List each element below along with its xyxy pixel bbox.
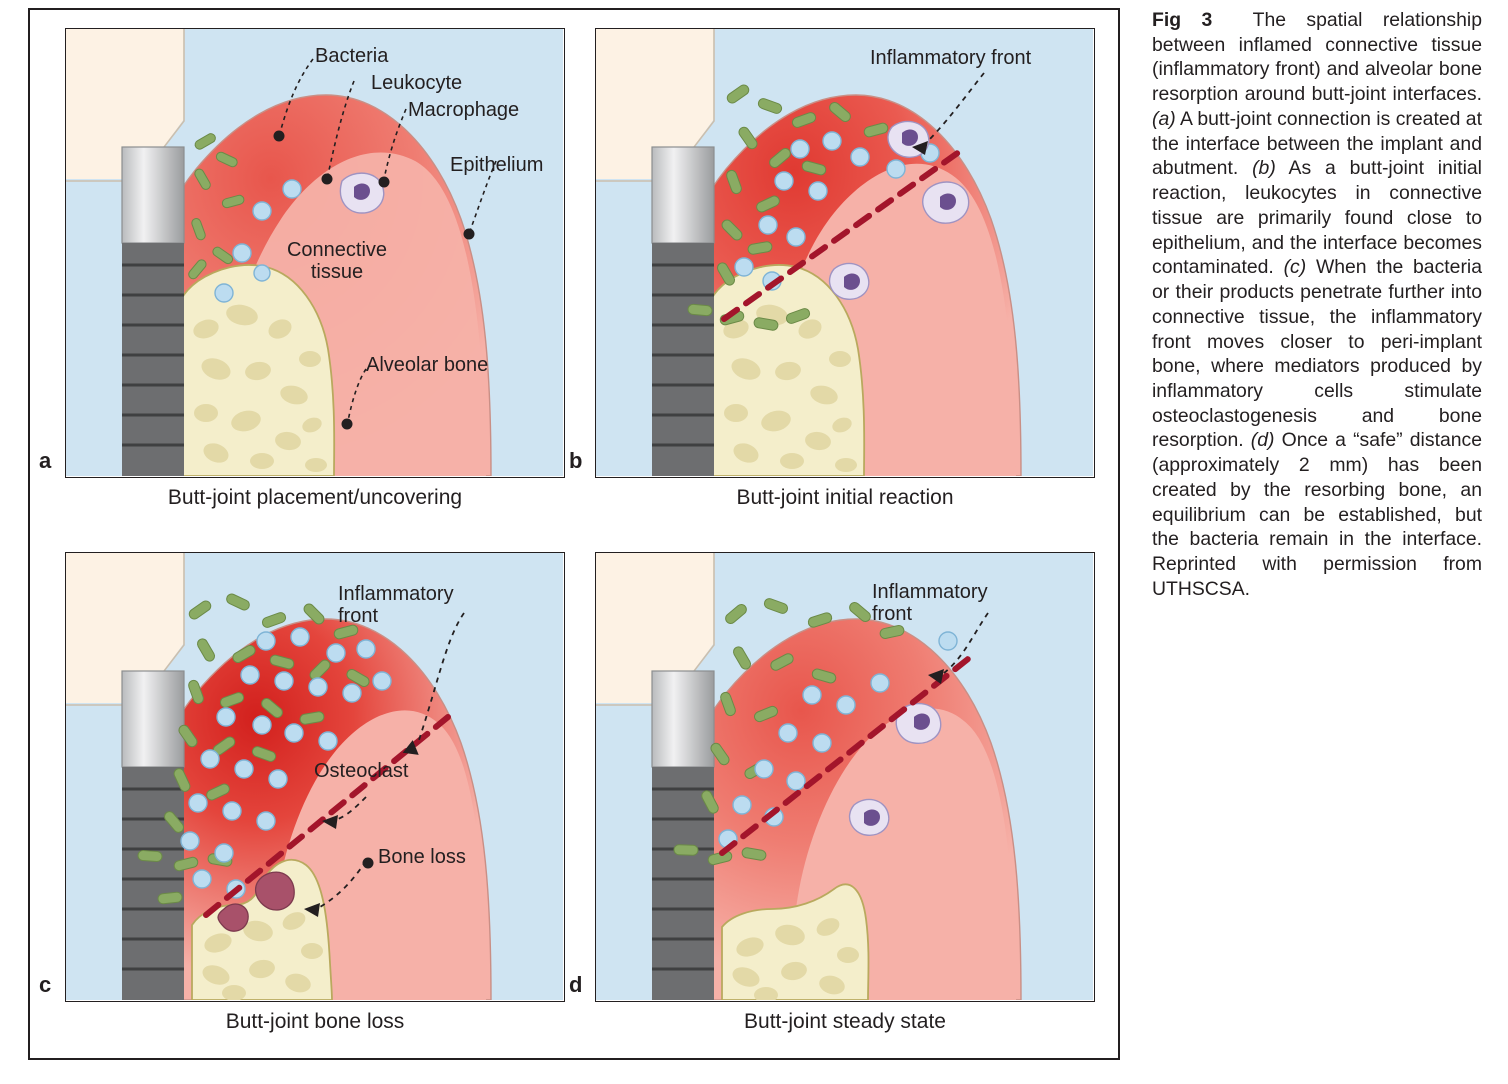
- panel-a-caption: Butt-joint placement/uncovering: [167, 486, 463, 509]
- panel-c-letter: c: [39, 972, 52, 997]
- label-inflammatory-front-line2: front: [872, 603, 913, 625]
- panel-b-caption: Butt-joint initial reaction: [736, 486, 954, 509]
- figure-caption-part-d-marker: (d): [1250, 429, 1275, 452]
- label-inflammatory-front: Inflammatory front: [870, 47, 1032, 69]
- figure-caption-part-c: When the bacteria or their products penetrate further into connective tissue, the inflammatory front moves closer to peri-implant bone, where mediators produced by inflammatory cells stimulate osteoclastogenesis and bone resorption.: [1152, 256, 1483, 452]
- label-macrophage: Macrophage: [408, 99, 520, 121]
- panel-a: [39, 28, 565, 528]
- figure-caption-intro: The spatial relationship between inflamed connective tissue (inflammatory front) and alveolar bone resorption around butt-joint interfaces.: [1152, 9, 1482, 106]
- figure-caption-part-a: A butt-joint connection is created at the interface between the implant and abutment.: [1152, 107, 1482, 180]
- panel-b: [569, 28, 1095, 528]
- figure-caption-label: Fig 3: [1152, 9, 1213, 31]
- label-alveolar-bone: Alveolar bone: [366, 354, 489, 376]
- label-bone-loss: Bone loss: [378, 846, 466, 868]
- label-bacteria: Bacteria: [315, 45, 389, 67]
- panel-a-letter: a: [39, 448, 52, 473]
- label-inflammatory-front-line2: front: [338, 605, 379, 627]
- panel-c-caption: Butt-joint bone loss: [225, 1010, 405, 1033]
- panel-c-artwork: [65, 552, 565, 1002]
- panel-c: [39, 552, 565, 1052]
- panel-b-letter: b: [569, 448, 583, 473]
- label-connective-tissue: [262, 239, 412, 283]
- label-inflammatory-front-line1: Inflammatory: [338, 583, 454, 605]
- figure-caption-part-c-marker: (c): [1283, 256, 1307, 279]
- label-epithelium: Epithelium: [450, 154, 544, 176]
- label-inflammatory-front: [872, 581, 1062, 625]
- panel-d-caption: Butt-joint steady state: [744, 1010, 946, 1033]
- panel-grid: [40, 22, 1110, 1042]
- panel-d-artwork: [595, 552, 1095, 1002]
- panel-d-letter: d: [569, 972, 583, 997]
- figure-caption-part-b: As a butt-joint initial reaction, leukocytes in connective tissue are primarily found close to epithelium, and the interface becomes contaminated.: [1152, 157, 1482, 279]
- figure-caption-part-d: Once a “safe” distance (approximately 2 mm) has been created by the resorbing bone, an equilibrium can be established, but the bacteria remain in the interface. Reprinted with permission from UTHSCSA.: [1152, 429, 1482, 600]
- label-leukocyte: Leukocyte: [371, 72, 463, 94]
- label-inflammatory-front: [338, 583, 523, 627]
- label-connective-tissue-line2: tissue: [310, 261, 364, 283]
- label-connective-tissue-line1: Connective: [286, 239, 388, 261]
- panel-a-artwork: [65, 28, 565, 478]
- figure-caption-part-b-marker: (b): [1252, 157, 1276, 180]
- panel-d: [569, 552, 1095, 1052]
- label-osteoclast: Osteoclast: [314, 760, 409, 782]
- label-inflammatory-front-line1: Inflammatory: [872, 581, 988, 603]
- figure-caption-part-a-marker: (a): [1152, 107, 1176, 130]
- panel-b-artwork: [595, 28, 1095, 478]
- figure-caption: [1152, 8, 1482, 602]
